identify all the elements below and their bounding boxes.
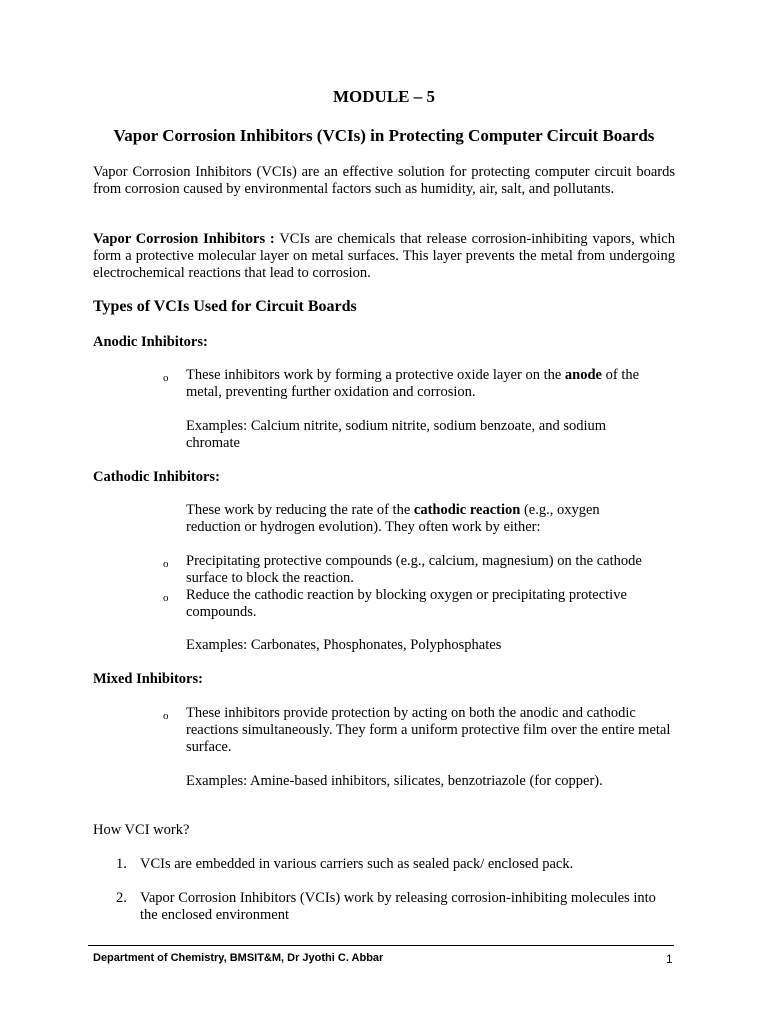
bullet-marker: o: [163, 558, 169, 570]
cathodic-intro-before: These work by reducing the rate of the: [186, 502, 414, 518]
page-number: 1: [666, 952, 673, 966]
anodic-heading: Anodic Inhibitors:: [93, 334, 208, 350]
how-heading: How VCI work?: [93, 822, 190, 838]
cathodic-examples: Examples: Carbonates, Phosphonates, Polyphosphates: [186, 637, 502, 653]
bullet-marker: o: [163, 710, 169, 722]
cathodic-intro-after: (e.g., oxygen reduction or hydrogen evolution). They often work by either:: [186, 502, 600, 535]
anodic-bullet-after: of the metal, preventing further oxidation and corrosion.: [186, 367, 640, 400]
definition-text: VCIs are chemicals that release corrosion-inhibiting vapors, which form a protective molecular layer on metal surfaces. This layer prevents the metal from undergoing electrochemical reactions that lead to corrosion.: [93, 231, 675, 281]
definition-term: Vapor Corrosion Inhibitors :: [93, 231, 275, 247]
mixed-bullet: These inhibitors provide protection by acting on both the anodic and cathodic reactions simultaneously. They form a uniform protective film over the entire metal surface.: [186, 705, 671, 755]
document-title: Vapor Corrosion Inhibitors (VCIs) in Protecting Computer Circuit Boards: [113, 126, 655, 145]
bullet-marker: o: [163, 592, 169, 604]
intro-paragraph: Vapor Corrosion Inhibitors (VCIs) are an effective solution for protecting computer circuit boards from corrosion caused by environmental factors such as humidity, air, salt, and pollutants.: [93, 164, 675, 197]
step-number: 1.: [116, 856, 127, 872]
types-heading: Types of VCIs Used for Circuit Boards: [93, 298, 357, 315]
mixed-examples: Examples: Amine-based inhibitors, silicates, benzotriazole (for copper).: [186, 773, 603, 789]
cathodic-intro: [186, 502, 648, 536]
anodic-examples: Examples: Calcium nitrite, sodium nitrite, sodium benzoate, and sodium chromate: [186, 418, 607, 451]
anodic-bullet: [186, 367, 676, 401]
step-text: Vapor Corrosion Inhibitors (VCIs) work by releasing corrosion-inhibiting molecules into the enclosed environment: [140, 890, 656, 923]
cathodic-intro-bold: cathodic reaction: [413, 502, 521, 518]
anodic-bullet-bold: anode: [564, 367, 602, 383]
footer-rule: [88, 945, 674, 946]
footer-text: Department of Chemistry, BMSIT&M, Dr Jyothi C. Abbar: [93, 952, 384, 964]
anodic-bullet-before: These inhibitors work by forming a protective oxide layer on the: [186, 367, 565, 383]
definition-paragraph: [93, 231, 675, 282]
cathodic-bullet: Reduce the cathodic reaction by blocking oxygen or precipitating protective compounds.: [186, 587, 627, 620]
step-number: 2.: [116, 890, 127, 906]
mixed-heading: Mixed Inhibitors:: [93, 671, 203, 687]
bullet-marker: o: [163, 372, 169, 384]
step-text: VCIs are embedded in various carriers such as sealed pack/ enclosed pack.: [140, 856, 574, 872]
cathodic-heading: Cathodic Inhibitors:: [93, 469, 220, 485]
cathodic-bullet: Precipitating protective compounds (e.g., calcium, magnesium) on the cathode surface to block the reaction.: [186, 553, 642, 586]
module-title: MODULE – 5: [333, 87, 435, 106]
